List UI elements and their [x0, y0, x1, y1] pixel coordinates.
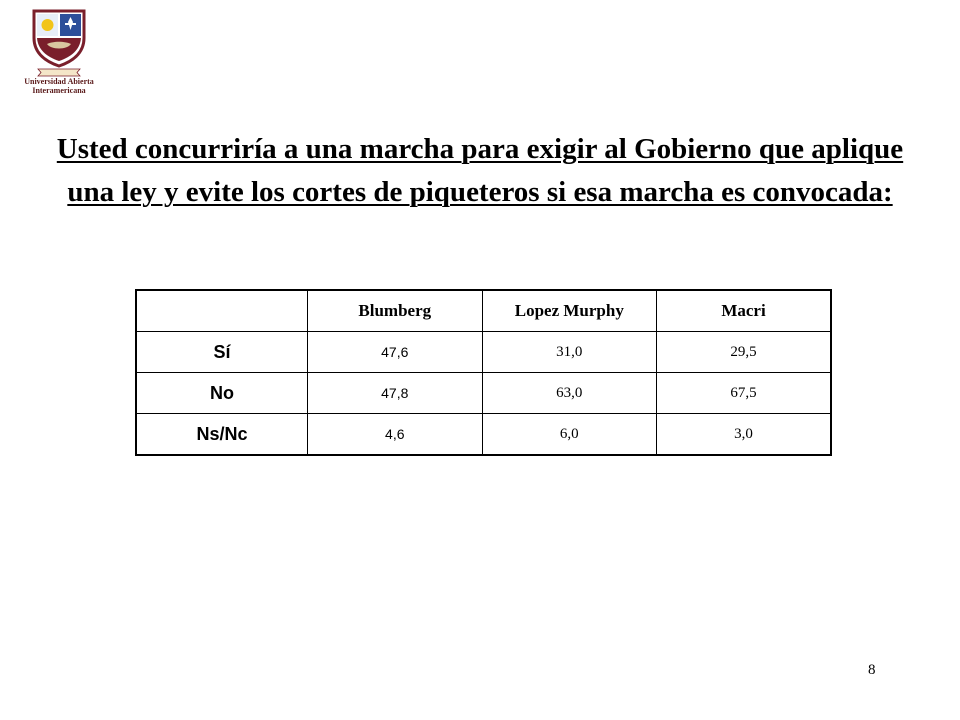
column-header-blumberg: Blumberg: [307, 290, 482, 332]
table-cell: 4,6: [307, 414, 482, 456]
row-label-ns-nc: Ns/Nc: [136, 414, 307, 456]
table-cell: 29,5: [657, 332, 831, 373]
column-header-macri: Macri: [657, 290, 831, 332]
banner-ribbon-icon: [37, 68, 81, 77]
results-table: [135, 289, 832, 456]
table-row: [136, 414, 831, 456]
table-cell: 47,8: [307, 373, 482, 414]
table-header-row: [136, 290, 831, 332]
table-cell: 31,0: [482, 332, 657, 373]
row-label-no: No: [136, 373, 307, 414]
university-logo: [14, 8, 104, 104]
university-shield-icon: [31, 8, 87, 68]
table-cell: 67,5: [657, 373, 831, 414]
table-cell: 47,6: [307, 332, 482, 373]
logo-name-line1: Universidad Abierta: [24, 77, 94, 86]
table-cell: 3,0: [657, 414, 831, 456]
row-label-si: Sí: [136, 332, 307, 373]
table-row: [136, 373, 831, 414]
page-title: Usted concurriría a una marcha para exigir al Gobierno que aplique una ley y evite los cortes de piqueteros si esa marcha es convocada:: [56, 133, 904, 208]
logo-name-line2: Interamericana: [32, 86, 86, 95]
page-number: 8: [868, 662, 876, 678]
column-header-lopez-murphy: Lopez Murphy: [482, 290, 657, 332]
table-cell: 63,0: [482, 373, 657, 414]
table-corner-cell: [136, 290, 307, 332]
table-cell: 6,0: [482, 414, 657, 456]
table-row: [136, 332, 831, 373]
